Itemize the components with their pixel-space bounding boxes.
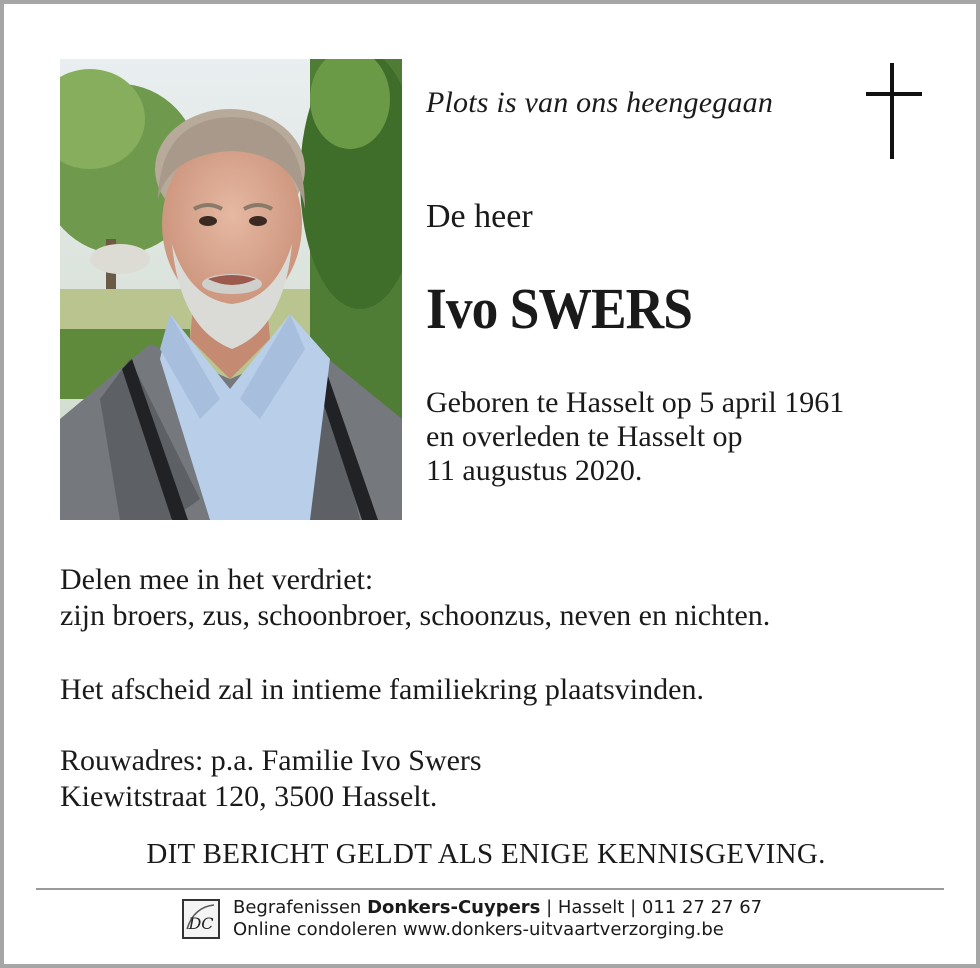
mourners-block bbox=[60, 562, 770, 634]
address-line: Rouwadres: p.a. Familie Ivo Swers bbox=[60, 744, 482, 777]
cross-icon bbox=[866, 63, 922, 159]
funeral-home-line bbox=[233, 897, 762, 919]
birth-death-details bbox=[426, 386, 844, 488]
footer-city: | Hasselt | bbox=[540, 897, 642, 918]
official-notice: DIT BERICHT GELDT ALS ENIGE KENNISGEVING. bbox=[146, 838, 826, 870]
farewell-text: Het afscheid zal in intieme familiekring plaatsvinden. bbox=[60, 673, 704, 706]
address-line: Kiewitstraat 120, 3500 Hasselt. bbox=[60, 780, 438, 813]
intro-text: Plots is van ons heengegaan bbox=[426, 86, 774, 119]
footer-divider bbox=[36, 888, 944, 890]
condolence-line bbox=[233, 919, 762, 941]
life-line: 11 augustus 2020. bbox=[426, 454, 643, 487]
phone-number: 011 27 27 67 bbox=[641, 897, 763, 918]
deceased-name: Ivo SWERS bbox=[426, 276, 693, 341]
mourners-heading: Delen mee in het verdriet: bbox=[60, 563, 374, 596]
portrait-photo bbox=[60, 59, 402, 520]
salutation: De heer bbox=[426, 198, 533, 235]
condolence-label: Online condoleren bbox=[233, 919, 403, 940]
footer-prefix: Begrafenissen bbox=[233, 897, 368, 918]
life-line: Geboren te Hasselt op 5 april 1961 bbox=[426, 386, 845, 419]
logo-text: DC bbox=[188, 914, 214, 933]
mourning-address bbox=[60, 743, 482, 815]
website-link[interactable]: www.donkers-uitvaartverzorging.be bbox=[402, 919, 724, 940]
mourners-list: zijn broers, zus, schoonbroer, schoonzus, neven en nichten. bbox=[60, 599, 771, 632]
footer-info bbox=[233, 897, 762, 941]
funeral-home-logo-icon bbox=[182, 899, 220, 939]
life-line: en overleden te Hasselt op bbox=[426, 420, 743, 453]
company-name: Donkers-Cuypers bbox=[367, 897, 541, 918]
